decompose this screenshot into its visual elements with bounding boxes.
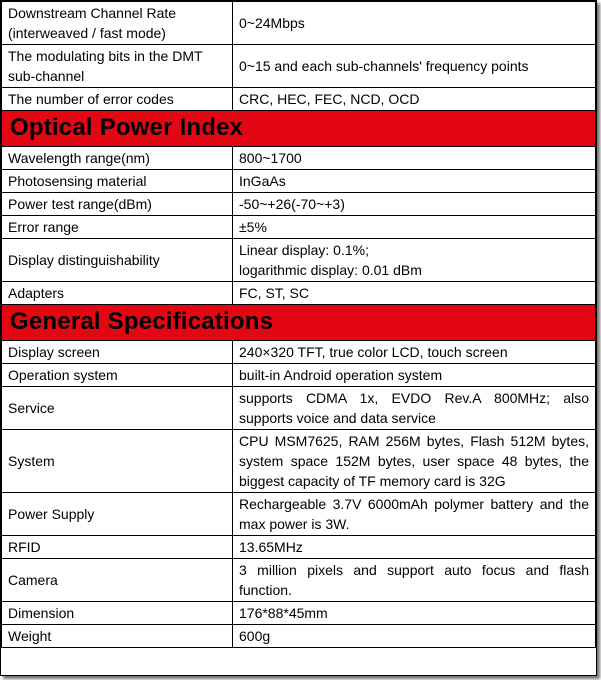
spec-value: 0~24Mbps bbox=[233, 2, 596, 45]
spec-label: Wavelength range(nm) bbox=[2, 147, 233, 170]
spec-value: built-in Android operation system bbox=[233, 364, 596, 387]
spec-value: Rechargeable 3.7V 6000mAh polymer battery and the max power is 3W. bbox=[233, 493, 596, 536]
spec-row bbox=[2, 170, 596, 193]
spec-label: Display distinguishability bbox=[2, 239, 233, 282]
spec-label: Photosensing material bbox=[2, 170, 233, 193]
spec-row bbox=[2, 282, 596, 305]
spec-row bbox=[2, 88, 596, 111]
spec-label: Display screen bbox=[2, 341, 233, 364]
spec-row bbox=[2, 216, 596, 239]
spec-label: Error range bbox=[2, 216, 233, 239]
section-header bbox=[2, 111, 596, 147]
spec-row bbox=[2, 341, 596, 364]
spec-value: 240×320 TFT, true color LCD, touch screen bbox=[233, 341, 596, 364]
spec-value: CRC, HEC, FEC, NCD, OCD bbox=[233, 88, 596, 111]
spec-value: 176*88*45mm bbox=[233, 602, 596, 625]
spec-row bbox=[2, 364, 596, 387]
spec-value: 13.65MHz bbox=[233, 536, 596, 559]
spec-label: Camera bbox=[2, 559, 233, 602]
spec-label: Operation system bbox=[2, 364, 233, 387]
spec-row bbox=[2, 625, 596, 648]
spec-value: FC, ST, SC bbox=[233, 282, 596, 305]
spec-row bbox=[2, 239, 596, 282]
spec-value: InGaAs bbox=[233, 170, 596, 193]
spec-table bbox=[1, 1, 596, 648]
spec-label: Service bbox=[2, 387, 233, 430]
spec-label: System bbox=[2, 430, 233, 493]
spec-row bbox=[2, 387, 596, 430]
spec-row bbox=[2, 536, 596, 559]
spec-value: supports CDMA 1x, EVDO Rev.A 800MHz; also supports voice and data service bbox=[233, 387, 596, 430]
spec-row bbox=[2, 559, 596, 602]
section-title: General Specifications bbox=[10, 307, 274, 335]
spec-label: The modulating bits in the DMT sub-channel bbox=[2, 45, 233, 88]
spec-row bbox=[2, 147, 596, 170]
section-title: Optical Power Index bbox=[10, 113, 244, 141]
spec-label: Power Supply bbox=[2, 493, 233, 536]
spec-row bbox=[2, 45, 596, 88]
spec-row bbox=[2, 493, 596, 536]
section-header bbox=[2, 305, 596, 341]
spec-value: ±5% bbox=[233, 216, 596, 239]
spec-row bbox=[2, 430, 596, 493]
spec-value: 0~15 and each sub-channels' frequency points bbox=[233, 45, 596, 88]
spec-value: CPU MSM7625, RAM 256M bytes, Flash 512M bytes, system space 152M bytes, user space 48 bytes, the biggest capacity of TF memory card is 32G bbox=[233, 430, 596, 493]
section-header-cell bbox=[2, 305, 596, 341]
spec-label: RFID bbox=[2, 536, 233, 559]
spec-value: 3 million pixels and support auto focus and flash function. bbox=[233, 559, 596, 602]
spec-row bbox=[2, 602, 596, 625]
spec-value: -50~+26(-70~+3) bbox=[233, 193, 596, 216]
spec-row bbox=[2, 2, 596, 45]
spec-label: Adapters bbox=[2, 282, 233, 305]
spec-row bbox=[2, 193, 596, 216]
spec-label: Dimension bbox=[2, 602, 233, 625]
spec-label: Downstream Channel Rate (interweaved / fast mode) bbox=[2, 2, 233, 45]
spec-label: Power test range(dBm) bbox=[2, 193, 233, 216]
spec-value: Linear display: 0.1%; logarithmic display: 0.01 dBm bbox=[233, 239, 596, 282]
spec-label: The number of error codes bbox=[2, 88, 233, 111]
spec-value: 600g bbox=[233, 625, 596, 648]
spec-value: 800~1700 bbox=[233, 147, 596, 170]
section-header-cell bbox=[2, 111, 596, 147]
spec-label: Weight bbox=[2, 625, 233, 648]
